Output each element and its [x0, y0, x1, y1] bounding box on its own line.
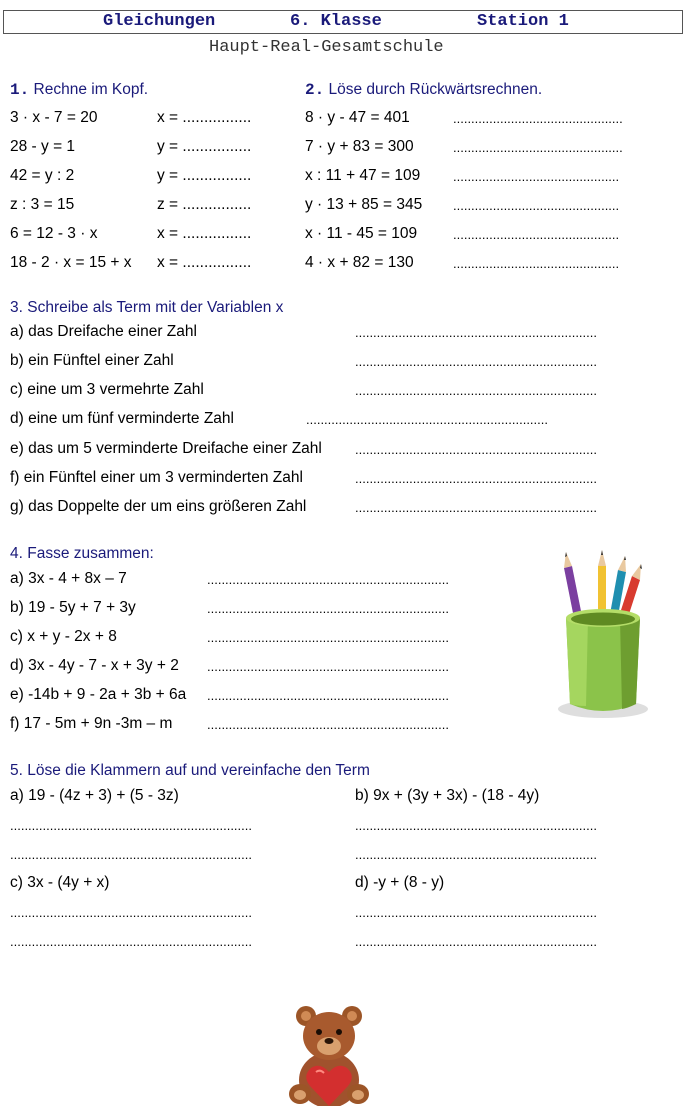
s2-equation-2: 7 · y + 83 = 300	[305, 138, 414, 155]
section-1-heading	[10, 81, 148, 99]
s4-answer-e[interactable]: ...................................................................	[207, 688, 449, 703]
s5-answer-a-line-2[interactable]: ...................................................................	[10, 847, 252, 862]
s1-equation-2: 28 - y = 1	[10, 138, 76, 155]
s1-answer-6[interactable]: x = ................	[157, 254, 252, 271]
s5-answer-b-line-2[interactable]: ...................................................................	[355, 847, 597, 862]
s5-task-d: d) -y + (8 - y)	[355, 874, 445, 891]
s2-equation-1: 8 · y - 47 = 401	[305, 109, 410, 126]
s1-equation-4: z : 3 = 15	[10, 196, 75, 213]
section-2-number: 2.	[305, 81, 325, 99]
s5-answer-c-line-2[interactable]: ...................................................................	[10, 934, 252, 949]
s4-question-d: d) 3x - 4y - 7 - x + 3y + 2	[10, 657, 179, 674]
s3-answer-c[interactable]: ...................................................................	[355, 383, 597, 398]
s1-answer-5[interactable]: x = ................	[157, 225, 252, 242]
s2-equation-6: 4 · x + 82 = 130	[305, 254, 414, 271]
s3-question-a: a) das Dreifache einer Zahl	[10, 323, 197, 340]
s3-answer-g[interactable]: ...................................................................	[355, 500, 597, 515]
s2-equation-4: y · 13 + 85 = 345	[305, 196, 423, 213]
section-1-number: 1.	[10, 81, 30, 99]
s5-answer-d-line-1[interactable]: ...................................................................	[355, 905, 597, 920]
s2-answer-2[interactable]: ...............................................	[453, 140, 623, 155]
section-5-title: 5. Löse die Klammern auf und vereinfache den Term	[10, 762, 370, 779]
s2-answer-3[interactable]: ..............................................	[453, 169, 620, 184]
s2-answer-5[interactable]: ..............................................	[453, 227, 620, 242]
s4-answer-d[interactable]: ...................................................................	[207, 659, 449, 674]
s4-question-e: e) -14b + 9 - 2a + 3b + 6a	[10, 686, 187, 703]
s5-task-c: c) 3x - (4y + x)	[10, 874, 110, 891]
s2-answer-4[interactable]: ..............................................	[453, 198, 620, 213]
s3-answer-b[interactable]: ...................................................................	[355, 354, 597, 369]
s5-task-b: b) 9x + (3y + 3x) - (18 - 4y)	[355, 787, 540, 804]
s5-task-a: a) 19 - (4z + 3) + (5 - 3z)	[10, 787, 179, 804]
s1-equation-1: 3 · x - 7 = 20	[10, 109, 98, 126]
s5-answer-d-line-2[interactable]: ...................................................................	[355, 934, 597, 949]
s3-question-c: c) eine um 3 vermehrte Zahl	[10, 381, 204, 398]
s4-question-c: c) x + y - 2x + 8	[10, 628, 117, 645]
s5-answer-b-line-1[interactable]: ...................................................................	[355, 818, 597, 833]
cup-icon	[558, 609, 648, 718]
teddy-bear-illustration	[286, 1002, 372, 1106]
s2-equation-5: x · 11 - 45 = 109	[305, 225, 418, 242]
s5-answer-a-line-1[interactable]: ...................................................................	[10, 818, 252, 833]
school-name: Haupt-Real-Gesamtschule	[209, 38, 444, 57]
s1-answer-2[interactable]: y = ................	[157, 138, 252, 155]
s1-answer-3[interactable]: y = ................	[157, 167, 252, 184]
s3-question-f: f) ein Fünftel einer um 3 verminderten Zahl	[10, 469, 303, 486]
s4-answer-f[interactable]: ...................................................................	[207, 717, 449, 732]
s1-answer-1[interactable]: x = ................	[157, 109, 252, 126]
section-2-heading	[305, 81, 542, 99]
section-2-title: Löse durch Rückwärtsrechnen.	[328, 81, 543, 98]
s3-question-b: b) ein Fünftel einer Zahl	[10, 352, 174, 369]
s3-question-d: d) eine um fünf verminderte Zahl	[10, 410, 234, 427]
s3-answer-d[interactable]: ...................................................................	[306, 412, 548, 427]
s4-question-f: f) 17 - 5m + 9n -3m – m	[10, 715, 173, 732]
s1-equation-6: 18 - 2 · x = 15 + x	[10, 254, 132, 271]
section-1-title: Rechne im Kopf.	[33, 81, 149, 98]
pencil-cup-illustration	[548, 546, 658, 726]
section-4-title: 4. Fasse zusammen:	[10, 545, 154, 562]
s1-equation-3: 42 = y : 2	[10, 167, 75, 184]
s4-answer-c[interactable]: ...................................................................	[207, 630, 449, 645]
grade-label: 6. Klasse	[290, 12, 382, 31]
s4-answer-b[interactable]: ...................................................................	[207, 601, 449, 616]
s5-answer-c-line-1[interactable]: ...................................................................	[10, 905, 252, 920]
station-label: Station 1	[477, 12, 569, 31]
s4-question-b: b) 19 - 5y + 7 + 3y	[10, 599, 136, 616]
s4-answer-a[interactable]: ...................................................................	[207, 572, 449, 587]
s2-answer-6[interactable]: ..............................................	[453, 256, 620, 271]
s3-question-e: e) das um 5 verminderte Dreifache einer Zahl	[10, 440, 322, 457]
s4-question-a: a) 3x - 4 + 8x – 7	[10, 570, 127, 587]
s1-answer-4[interactable]: z = ................	[157, 196, 252, 213]
s2-answer-1[interactable]: ...............................................	[453, 111, 623, 126]
s1-equation-5: 6 = 12 - 3 · x	[10, 225, 98, 242]
section-3-title: 3. Schreibe als Term mit der Variablen x	[10, 299, 284, 316]
s2-equation-3: x : 11 + 47 = 109	[305, 167, 421, 184]
s3-answer-a[interactable]: ...................................................................	[355, 325, 597, 340]
s3-answer-f[interactable]: ...................................................................	[355, 471, 597, 486]
worksheet-title: Gleichungen	[103, 12, 216, 31]
s3-answer-e[interactable]: ...................................................................	[355, 442, 597, 457]
s3-question-g: g) das Doppelte der um eins größeren Zahl	[10, 498, 307, 515]
